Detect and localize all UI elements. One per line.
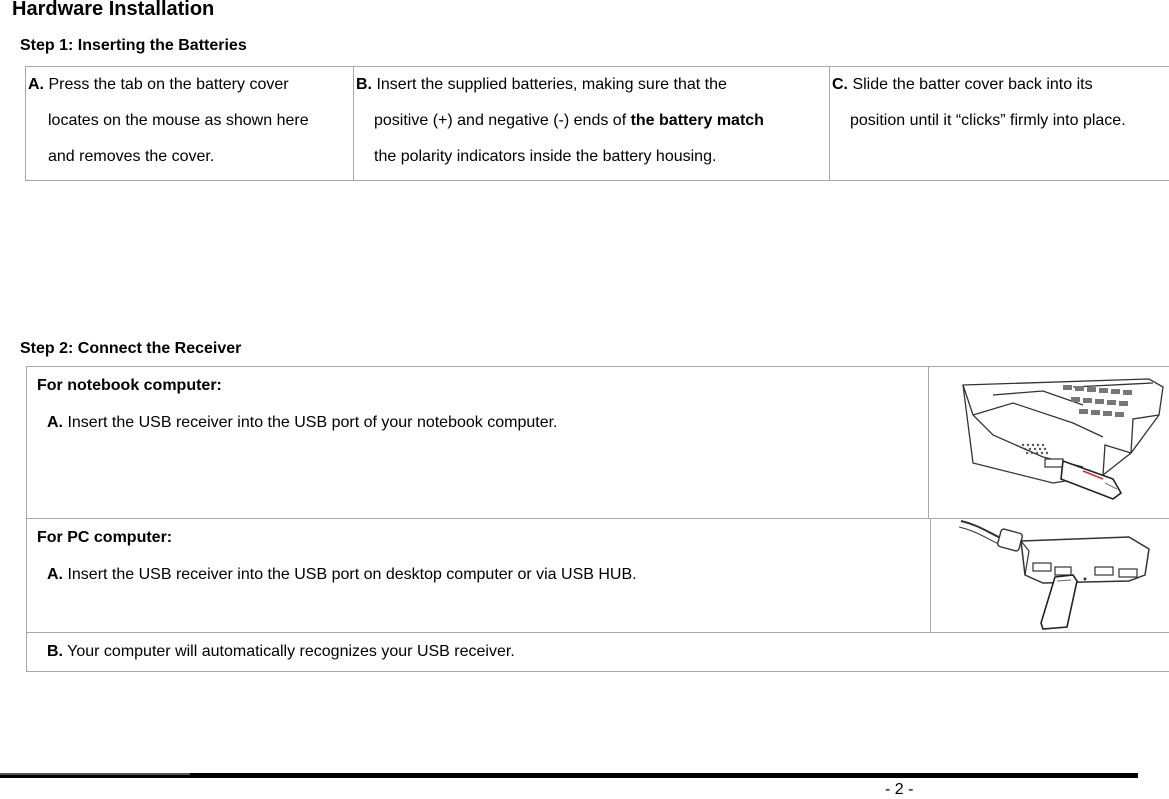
receiver-b-text: Your computer will automatically recognizes your USB receiver. xyxy=(63,643,515,660)
pc-a-text: Insert the USB receiver into the USB port on desktop computer or via USB HUB. xyxy=(63,566,637,583)
step-a-line3: and removes the cover. xyxy=(48,148,215,165)
step-b-line2: positive (+) and negative (-) ends of xyxy=(374,112,631,129)
notebook-instruction xyxy=(47,414,557,432)
page-heading: Hardware Installation xyxy=(12,0,215,20)
step-a-line1: Press the tab on the battery cover xyxy=(44,76,289,93)
pc-heading: For PC computer: xyxy=(37,529,173,546)
divider xyxy=(928,367,929,518)
battery-step-a xyxy=(28,67,354,180)
step-b-line3: the polarity indicators inside the battery housing. xyxy=(374,148,717,165)
receiver-steps-table xyxy=(26,366,1169,672)
battery-step-c xyxy=(829,67,1169,180)
receiver-step-b-row xyxy=(27,633,1169,671)
pc-instruction xyxy=(47,566,637,584)
notebook-heading: For notebook computer: xyxy=(37,377,222,394)
battery-steps-table xyxy=(25,66,1169,181)
step-b-line1: Insert the supplied batteries, making sure that the xyxy=(372,76,727,93)
receiver-b-label: B. xyxy=(47,643,63,660)
usb-hub-icon xyxy=(959,519,1153,631)
step1-title: Step 1: Inserting the Batteries xyxy=(20,37,247,54)
step-a-label: A. xyxy=(28,76,44,93)
laptop-usb-icon xyxy=(953,375,1169,503)
step-b-line2-bold: the battery match xyxy=(630,112,764,129)
step-c-line2: position until it “clicks” firmly into place. xyxy=(850,112,1126,129)
step-a-line2: locates on the mouse as shown here xyxy=(48,112,309,129)
step-c-label: C. xyxy=(832,76,848,93)
notebook-a-label: A. xyxy=(47,414,63,431)
step-c-line1: Slide the batter cover back into its xyxy=(848,76,1093,93)
notebook-row xyxy=(27,367,1169,519)
step-b-label: B. xyxy=(356,76,372,93)
battery-step-b xyxy=(353,67,830,180)
footer-rule-accent xyxy=(0,773,190,775)
pc-usb-hub-illustration xyxy=(959,519,1153,631)
receiver-step-b xyxy=(47,643,515,661)
divider xyxy=(930,519,931,632)
page-number: - 2 - xyxy=(885,781,914,798)
notebook-a-text: Insert the USB receiver into the USB port of your notebook computer. xyxy=(63,414,558,431)
step2-title: Step 2: Connect the Receiver xyxy=(20,340,242,357)
pc-row xyxy=(27,519,1169,633)
notebook-usb-illustration xyxy=(953,375,1169,503)
pc-a-label: A. xyxy=(47,566,63,583)
